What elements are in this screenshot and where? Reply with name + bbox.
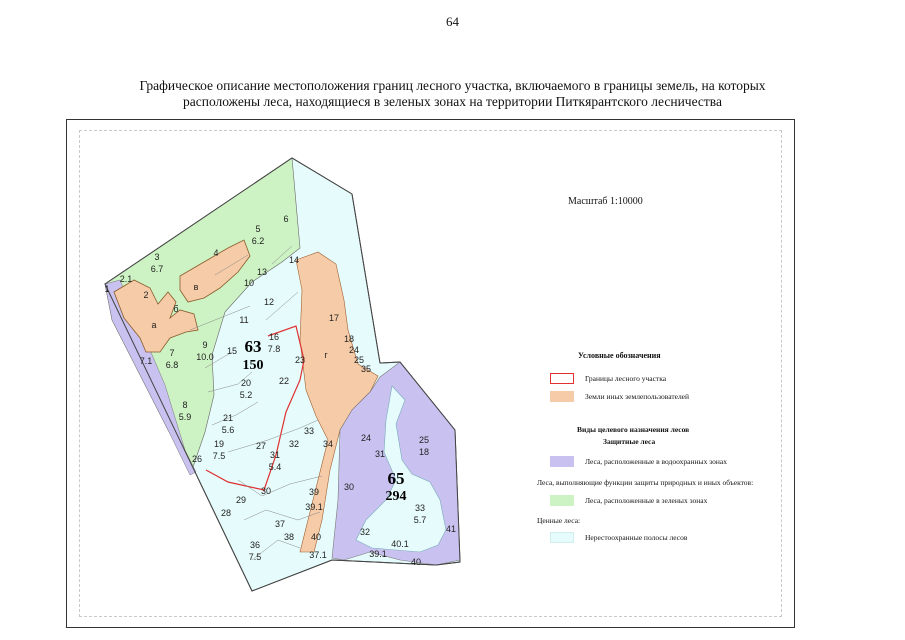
plot-label: 5 — [255, 224, 261, 234]
plot-label: 8 — [182, 400, 188, 410]
title-line-1: Графическое описание местоположения границ лесного участка, включаемого в границы земель, на которых — [139, 78, 766, 93]
plot-label: 30 — [343, 482, 355, 492]
plot-label: 25 — [418, 435, 430, 445]
plot-label: 41 — [445, 524, 457, 534]
plot-label: 39.1 — [369, 549, 387, 559]
plot-label: 17 — [328, 313, 340, 323]
plot-label: 35 — [360, 364, 372, 374]
plot-label: 37 — [274, 519, 286, 529]
plot-label: 24 — [360, 433, 372, 443]
plot-label: 18 — [418, 447, 430, 457]
plot-label: 37.1 — [309, 550, 327, 560]
legend-green-label: Леса, расположенные в зеленых зонах — [585, 496, 708, 505]
plot-label: 31 — [374, 449, 386, 459]
plot-label: 6 — [283, 214, 289, 224]
plot-label: 14 — [288, 255, 300, 265]
plot-label: 15 — [226, 346, 238, 356]
plot-label: 13 — [256, 267, 268, 277]
plot-label: 10.0 — [196, 352, 214, 362]
legend-boundary-swatch — [550, 373, 574, 384]
legend-functions-label: Леса, выполняющие функции защиты природных и иных объектов: — [537, 478, 754, 487]
legend-protective-title: Защитные леса — [603, 437, 656, 446]
plot-label: 7.5 — [248, 552, 262, 562]
plot-label: 5.9 — [178, 412, 192, 422]
plot-label: 29 — [235, 495, 247, 505]
plot-label: 22 — [278, 376, 290, 386]
plot-label: a — [151, 320, 157, 330]
legend-spawning-label: Нерестоохранные полосы лесов — [585, 533, 688, 542]
plot-label: 1 — [104, 284, 110, 294]
legend-title: Условные обозначения — [578, 351, 661, 360]
plot-label: 32 — [288, 439, 300, 449]
plot-label: 6.8 — [165, 360, 179, 370]
plot-label: 30 — [260, 486, 272, 496]
plot-label: 2.1 — [119, 274, 133, 284]
plot-label: 38 — [283, 532, 295, 542]
plot-label: 39 — [308, 487, 320, 497]
plot-label: 6.7 — [150, 264, 164, 274]
legend-boundary-label: Границы лесного участка — [585, 374, 667, 383]
legend-spawning-swatch — [550, 532, 574, 543]
plot-label: 31 — [269, 450, 281, 460]
plot-label: 7 — [169, 348, 175, 358]
plot-label: 12 — [263, 297, 275, 307]
quarter-63-number: 63 — [244, 337, 262, 356]
quarter-63-area: 150 — [242, 358, 264, 373]
legend-valuable-label: Ценные леса: — [537, 516, 581, 525]
plot-label: 28 — [220, 508, 232, 518]
plot-label: 10 — [243, 278, 255, 288]
plot-label: 40 — [310, 532, 322, 542]
plot-label: 19 — [213, 439, 225, 449]
plot-label: 16 — [268, 332, 280, 342]
plot-label: б — [173, 304, 179, 314]
plot-label: в — [193, 282, 199, 292]
plot-label: 5.6 — [221, 425, 235, 435]
plot-label: 4 — [213, 248, 219, 258]
legend-green-swatch — [550, 495, 574, 506]
plot-label: 40.1 — [391, 539, 409, 549]
plot-label: 3 — [154, 252, 160, 262]
plot-label: 6.2 — [251, 236, 265, 246]
plot-label: 9 — [202, 340, 208, 350]
plot-label: 5.4 — [268, 462, 282, 472]
quarter-65-area: 294 — [385, 489, 407, 504]
scale-label: Масштаб 1:10000 — [568, 196, 643, 207]
title-line-2: расположены леса, находящиеся в зеленых зонах на территории Питкярантского лесничества — [182, 94, 722, 109]
plot-label: 7.1 — [139, 356, 153, 366]
plot-label: 32 — [359, 527, 371, 537]
quarter-65-number: 65 — [387, 469, 405, 488]
plot-label: 27 — [255, 441, 267, 451]
plot-label: 21 — [222, 413, 234, 423]
plot-label: 36 — [249, 540, 261, 550]
plot-label: 40 — [410, 557, 422, 567]
legend-purpose-title: Виды целевого назначения лесов — [577, 425, 690, 434]
plot-label: 24 — [348, 345, 360, 355]
plot-label: 5.2 — [239, 390, 253, 400]
plot-label: 33 — [303, 426, 315, 436]
plot-label: 20 — [240, 378, 252, 388]
legend-water-label: Леса, расположенные в водоохранных зонах — [585, 457, 727, 466]
plot-label: 11 — [239, 315, 249, 325]
plot-label: 5.7 — [413, 515, 427, 525]
legend-water-swatch — [550, 456, 574, 467]
plot-label: 39.1 — [305, 502, 323, 512]
page-number: 64 — [446, 14, 459, 29]
legend-other-users-label: Земли иных землепользователей — [585, 392, 690, 401]
plot-label: 23 — [294, 355, 306, 365]
legend-other-users-swatch — [550, 391, 574, 402]
plot-label: 2 — [143, 290, 149, 300]
plot-label: 18 — [343, 334, 355, 344]
plot-label: 25 — [353, 355, 365, 365]
plot-label: 7.5 — [212, 451, 226, 461]
plot-label: 26 — [191, 454, 203, 464]
plot-label: 33 — [414, 503, 426, 513]
plot-label: 7.8 — [267, 344, 281, 354]
plot-label: 34 — [322, 439, 334, 449]
plot-label: г — [324, 350, 328, 360]
